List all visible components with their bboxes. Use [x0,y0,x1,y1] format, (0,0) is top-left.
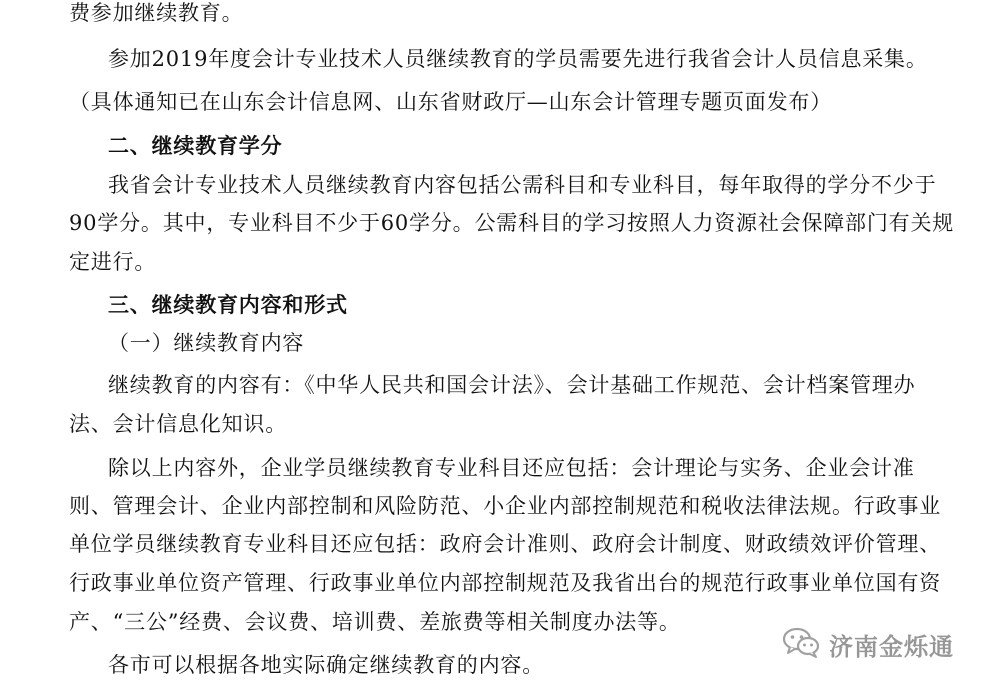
paragraph-line: 费参加继续教育。 [69,1,244,25]
paragraph-line: 单位学员继续教育专业科目还应包括：政府会计准则、政府会计制度、财政绩效评价管理、 [69,532,941,556]
section-heading: 三、继续教育内容和形式 [108,293,348,317]
paragraph-line: 我省会计专业技术人员继续教育内容包括公需科目和专业科目，每年取得的学分不少于 [108,173,937,197]
paragraph-line: 法、会计信息化知识。 [69,412,287,436]
paragraph-line: 参加2019年度会计专业技术人员继续教育的学员需要先进行我省会计人员信息采集。 [108,47,928,71]
paragraph-line: 则、管理会计、企业内部控制和风险防范、小企业内部控制规范和税收法律法规。行政事业 [69,494,941,518]
paragraph-line: 90学分。其中，专业科目不少于60学分。公需科目的学习按照人力资源社会保障部门有关规 [69,211,955,235]
wechat-icon [781,624,821,664]
paragraph-line: 除以上内容外，企业学员继续教育专业科目还应包括：会计理论与实务、企业会计准 [108,456,915,480]
subsection-heading: （一）继续教育内容 [108,331,305,355]
wechat-watermark [781,624,954,664]
section-heading: 二、继续教育学分 [108,134,283,158]
paragraph-line: 行政事业单位资产管理、行政事业单位内部控制规范及我省出台的规范行政事业单位国有资 [69,571,941,595]
paragraph-line: （具体通知已在山东会计信息网、山东省财政厅—山东会计管理专题页面发布） [69,90,832,114]
watermark-text: 济南金烁通 [829,632,954,661]
paragraph-line: 继续教育的内容有：《中华人民共和国会计法》、会计基础工作规范、会计档案管理办 [108,373,916,397]
paragraph-line: 各市可以根据各地实际确定继续教育的内容。 [108,653,544,677]
paragraph-line: 定进行。 [69,250,157,274]
paragraph-line: 产、“三公”经费、会议费、培训费、差旅费等相关制度办法等。 [69,610,681,634]
